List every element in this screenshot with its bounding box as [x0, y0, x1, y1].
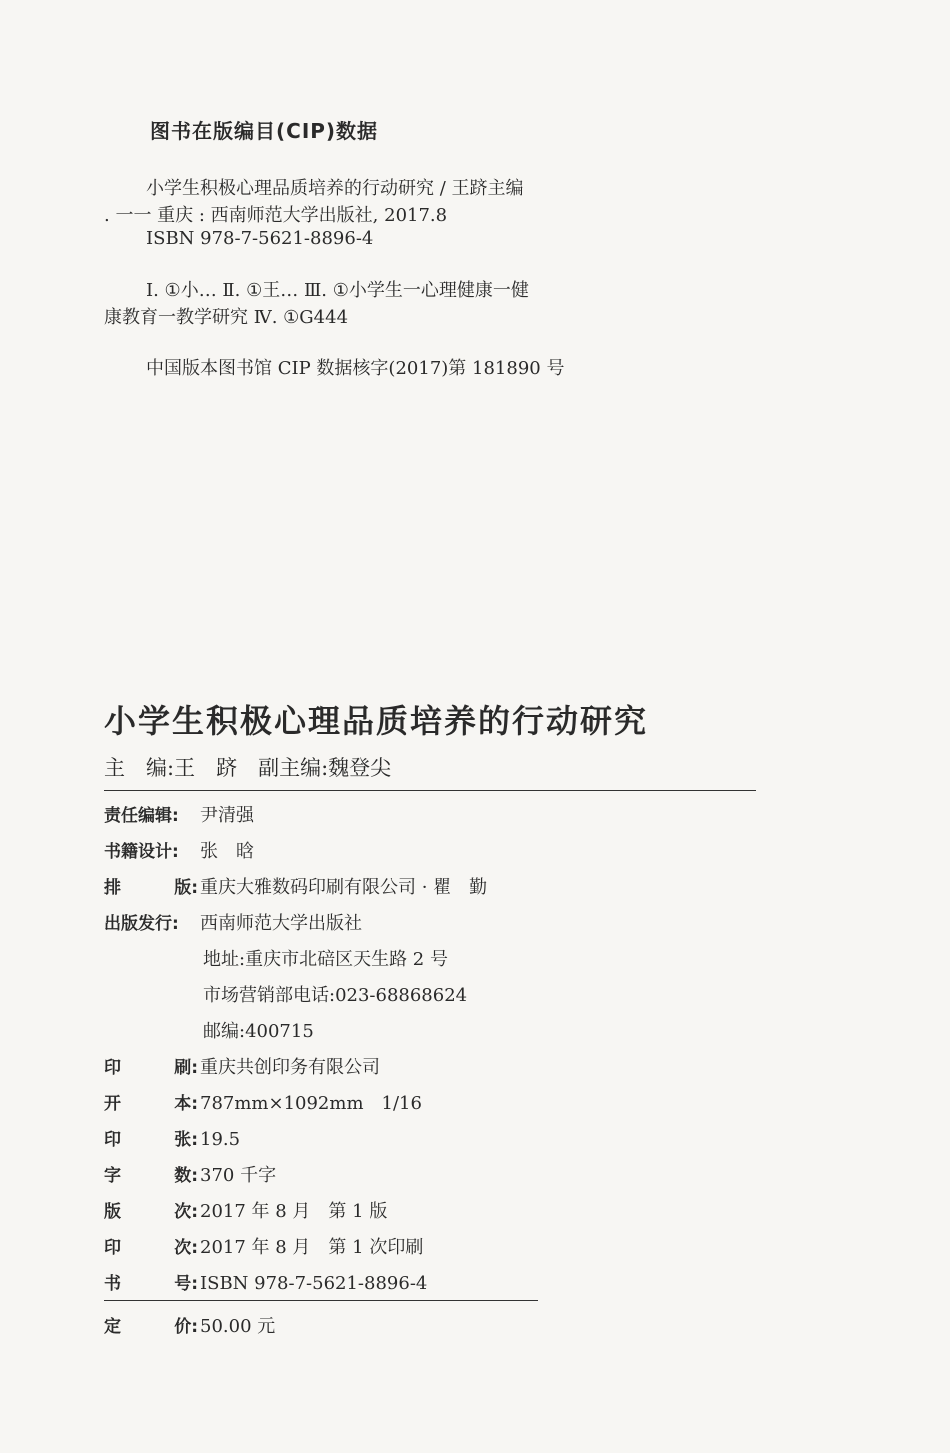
- cip-isbn-line: ISBN 978-7-5621-8896-4: [146, 228, 374, 249]
- publisher-address: 地址:重庆市北碚区天生路 2 号: [203, 949, 448, 970]
- label-edition: 版 次:: [104, 1202, 198, 1222]
- label-printer: 印 刷:: [104, 1058, 198, 1078]
- value-price: 50.00 元: [200, 1316, 276, 1337]
- row-edition: [104, 1197, 387, 1223]
- label-price: 定 价:: [104, 1317, 198, 1337]
- value-format: 787mm×1092mm 1/16: [200, 1093, 422, 1114]
- row-book-design: [104, 837, 254, 863]
- label-sheets: 印 张:: [104, 1130, 198, 1150]
- row-sheets: [104, 1125, 240, 1150]
- value-printer: 重庆共创印务有限公司: [200, 1057, 380, 1078]
- cip-record-number: 中国版本图书馆 CIP 数据核字(2017)第 181890 号: [146, 358, 565, 379]
- row-isbn: [104, 1269, 427, 1294]
- label-responsible-editor: 责任编辑:: [104, 806, 179, 826]
- value-book-design: 张 晗: [200, 841, 254, 862]
- book-editors: 主 编:王 跻 副主编:魏登尖: [104, 756, 392, 780]
- price-divider: [104, 1300, 538, 1301]
- cip-heading: 图书在版编目(CIP)数据: [150, 119, 379, 143]
- label-word-count: 字 数:: [104, 1166, 198, 1186]
- row-impression: [104, 1233, 423, 1259]
- cip-publication-line: . 一一 重庆 : 西南师范大学出版社, 2017.8: [104, 205, 448, 226]
- row-publisher: [104, 909, 362, 935]
- cip-classification-line: Ⅰ. ①小… Ⅱ. ①王… Ⅲ. ①小学生一心理健康一健: [146, 280, 529, 301]
- cip-classification-line-2: 康教育一教学研究 Ⅳ. ①G444: [104, 307, 349, 328]
- value-isbn: ISBN 978-7-5621-8896-4: [200, 1273, 428, 1294]
- label-isbn: 书 号:: [104, 1274, 198, 1294]
- book-title: 小学生积极心理品质培养的行动研究: [104, 702, 649, 740]
- title-divider: [104, 790, 756, 791]
- row-word-count: [104, 1161, 276, 1187]
- label-publisher: 出版发行:: [104, 914, 179, 934]
- row-printer: [104, 1053, 380, 1079]
- value-sheets: 19.5: [200, 1129, 241, 1150]
- label-format: 开 本:: [104, 1094, 198, 1114]
- label-typesetting: 排 版:: [104, 878, 198, 898]
- label-book-design: 书籍设计:: [104, 842, 179, 862]
- value-word-count: 370 千字: [200, 1165, 277, 1186]
- row-format: [104, 1089, 422, 1115]
- label-impression: 印 次:: [104, 1238, 198, 1258]
- row-price: [104, 1312, 275, 1338]
- publisher-marketing-phone: 市场营销部电话:023-68868624: [203, 985, 468, 1006]
- row-typesetting: [104, 873, 487, 899]
- row-responsible-editor: [104, 801, 254, 827]
- value-publisher: 西南师范大学出版社: [200, 913, 362, 934]
- value-typesetting: 重庆大雅数码印刷有限公司 · 瞿 勤: [200, 877, 488, 898]
- value-edition: 2017 年 8 月 第 1 版: [200, 1201, 388, 1222]
- value-responsible-editor: 尹清强: [200, 805, 254, 826]
- cip-title-line: 小学生积极心理品质培养的行动研究 / 王跻主编: [146, 178, 524, 199]
- value-impression: 2017 年 8 月 第 1 次印刷: [200, 1237, 424, 1258]
- publisher-postcode: 邮编:400715: [203, 1021, 314, 1042]
